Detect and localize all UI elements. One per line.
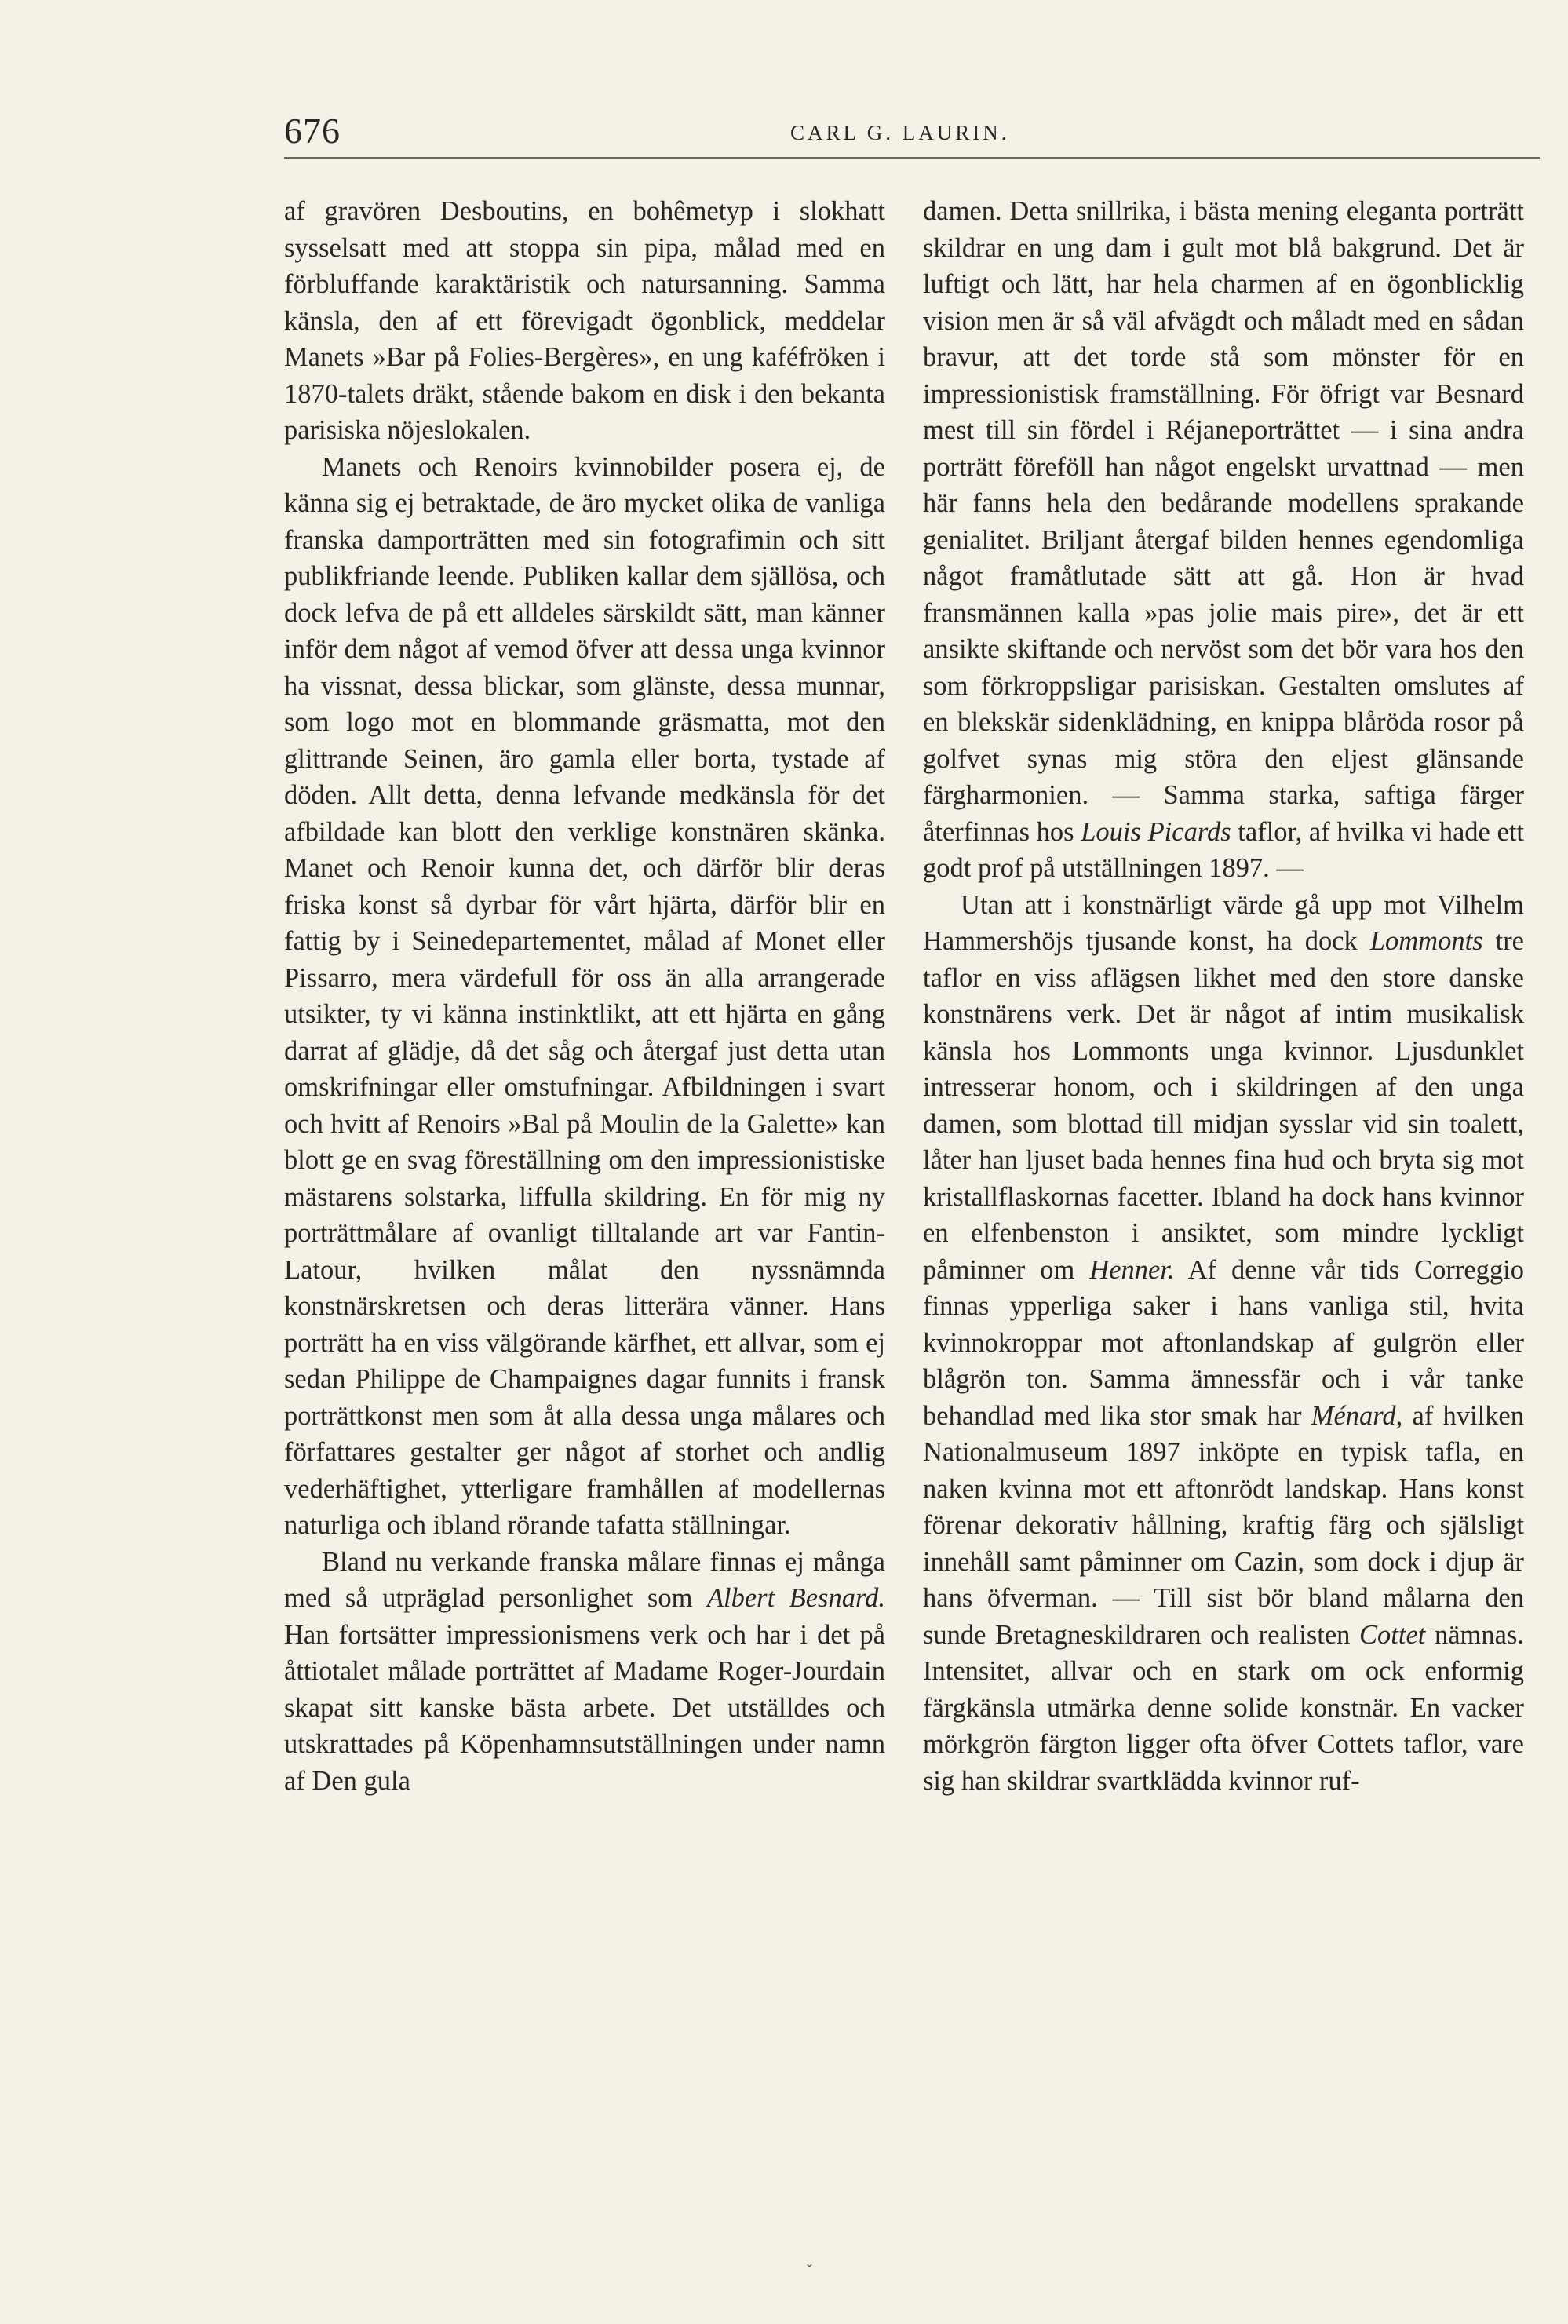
stray-mark: ˇ xyxy=(807,2262,812,2279)
text-run: taflor, af hvilka vi hade ett godt prof på utställningen 1897. — xyxy=(923,816,1524,883)
artist-name: Cottet xyxy=(1359,1619,1426,1650)
page-number: 676 xyxy=(284,111,341,151)
artist-name: Louis Picards xyxy=(1081,816,1231,847)
text-run: Af denne vår tids Correggio finnas ypperliga saker i hans vanliga stil, hvita kvinnokroppar mot aftonlandskap af gulgrön eller blågrön ton. Samma ämnessfär och i vår tanke behandlad med lika stor smak har xyxy=(923,1254,1524,1431)
running-head: CARL G. LAURIN. xyxy=(790,121,1010,144)
artist-name: Albert Besnard. xyxy=(706,1583,885,1613)
artist-name: Lommonts xyxy=(1369,926,1483,956)
text-run: Utan att i konstnärligt värde gå upp mot Vilhelm Hammershöjs tjusande konst, ha dock xyxy=(923,889,1524,956)
paragraph: Manets och Renoirs kvinnobilder posera ej, de känna sig ej betraktade, de äro mycket olika de vanliga franska damporträtten med sin fotografimin och sitt publikfriande leende. Publiken kallar dem själlösa, och dock lefva de på ett alldeles särskildt sätt, man känner inför dem något af vemod öfver att dessa unga kvinnor ha vissnat, dessa blickar, som glänste, dessa munnar, som logo mot en blommande gräsmatta, mot den glittrande Seinen, äro gamla eller borta, tystade af döden. Allt detta, denna lefvande medkänsla för det afbildade kan blott den verklige konstnären skänka. Manet och Renoir kunna det, och därför blir deras friska konst så dyrbar för vårt hjärta, därför blir en fattig by i Seinedepartementet, målad af Monet eller Pissarro, mera värdefull för oss än alla arrangerade utsikter, ty vi känna instinktlikt, att ett hjärta en gång darrat af glädje, då det såg och återgaf just detta utan omskrifningar eller omstufningar. Afbildningen i svart och hvitt af Renoirs »Bal på Moulin de la Galette» kan blott ge en svag föreställning om den impressionistiske mästarens solstarka, liffulla skildring. En för mig ny porträttmålare af ovanligt tilltalande art var Fantin-Latour, hvilken målat den nyssnämnda konstnärskretsen och deras litterära vänner. Hans porträtt ha en viss välgörande kärfhet, ett allvar, som ej sedan Philippe de Champaignes dagar funnits i fransk porträttkonst men som åt alla dessa unga målares och författares gestalter ger något af storhet och andlig vederhäftighet, ytterligare framhållen af modellernas naturliga och ibland rörande tafatta ställningar. xyxy=(284,451,885,1540)
paragraph: af gravören Desboutins, en bohêmetyp i slokhatt sysselsatt med att stoppa sin pipa, målad med en förbluffande karaktäristik och natursanning. Samma känsla, den af ett förevigadt ögonblick, meddelar Manets »Bar på Folies-Bergères», en ung kaféfröken i 1870-talets dräkt, stående bakom en disk i den bekanta parisiska nöjeslokalen. xyxy=(284,196,885,445)
text-run: Bland nu verkande franska målare finnas ej många med så utpräglad personlighet som xyxy=(284,1546,885,1613)
right-column xyxy=(923,193,1524,1799)
text-run: damen. Detta snillrika, i bästa mening eleganta porträtt skildrar en ung dam i gult mot blå bakgrund. Det är luftigt och lätt, har hela charmen af en ögonblicklig vision men är så väl afvägdt och måladt med en sådan bravur, att det torde stå som mönster för en impressionistisk framställning. För öfrigt var Besnard mest till sin fördel i Réjaneporträttet — i sina andra porträtt föreföll han något engelskt urvattnad — men här fanns hela den bedårande modellens sprakande genialitet. Briljant återgaf bilden hennes egendomliga något framåtlutade sätt att gå. Hon är hvad fransmännen kalla »pas jolie mais pire», det är ett ansikte skiftande och nervöst som det bör vara hos den som förkroppsligar parisiskan. Gestalten omslutes af en blekskär sidenklädning, en knippa blåröda rosor på golfvet synas mig störa den eljest glänsande färgharmonien. — Samma starka, saftiga färger återfinnas hos xyxy=(923,196,1524,847)
artist-name: Ménard, xyxy=(1311,1400,1403,1431)
page-header xyxy=(284,110,1540,157)
artist-name: Henner. xyxy=(1089,1254,1175,1285)
text-run: af hvilken Nationalmuseum 1897 inköpte en typisk tafla, en naken kvinna mot ett aftonrödt landskap. Hans konst förenar dekorativ hållning, kraftig färg och själsligt innehåll samt påminner om Cazin, som dock i djup är hans öfverman. — Till sist bör bland målarna den sunde Bretagneskildraren och realisten xyxy=(923,1400,1524,1650)
paragraph xyxy=(923,193,1524,887)
paragraph xyxy=(284,1544,885,1800)
text-run: tre taflor en viss aflägsen likhet med den store danske konstnärens verk. Det är något af intim musikalisk känsla hos Lommonts unga kvinnor. Ljusdunklet intresserar honom, och i skildringen af den unga damen, som blottad till midjan sysslar vid sin toalett, låter han ljuset bada hennes fina hud och bryta sig mot kristallflaskornas facetter. Ibland ha dock hans kvinnor en elfenbenston i ansiktet, som mindre lyckligt påminner om xyxy=(923,926,1524,1285)
text-run: Han fortsätter impressionismens verk och har i det på åttiotalet målade porträttet af Madame Roger-Jourdain skapat sitt kanske bästa arbete. Det utställdes och utskrattades på Köpenhamnsutställningen under namn af Den gula xyxy=(284,1619,885,1796)
left-column xyxy=(284,193,885,1799)
text-run: nämnas. Intensitet, allvar och en stark om ock enformig färgkänsla utmärka denne solide konstnär. En vacker mörkgrön färgton ligger ofta öfver Cottets taflor, vare sig han skildrar svartklädda kvinnor ruf- xyxy=(923,1619,1525,1796)
header-rule xyxy=(284,157,1540,159)
paragraph xyxy=(923,887,1524,1800)
